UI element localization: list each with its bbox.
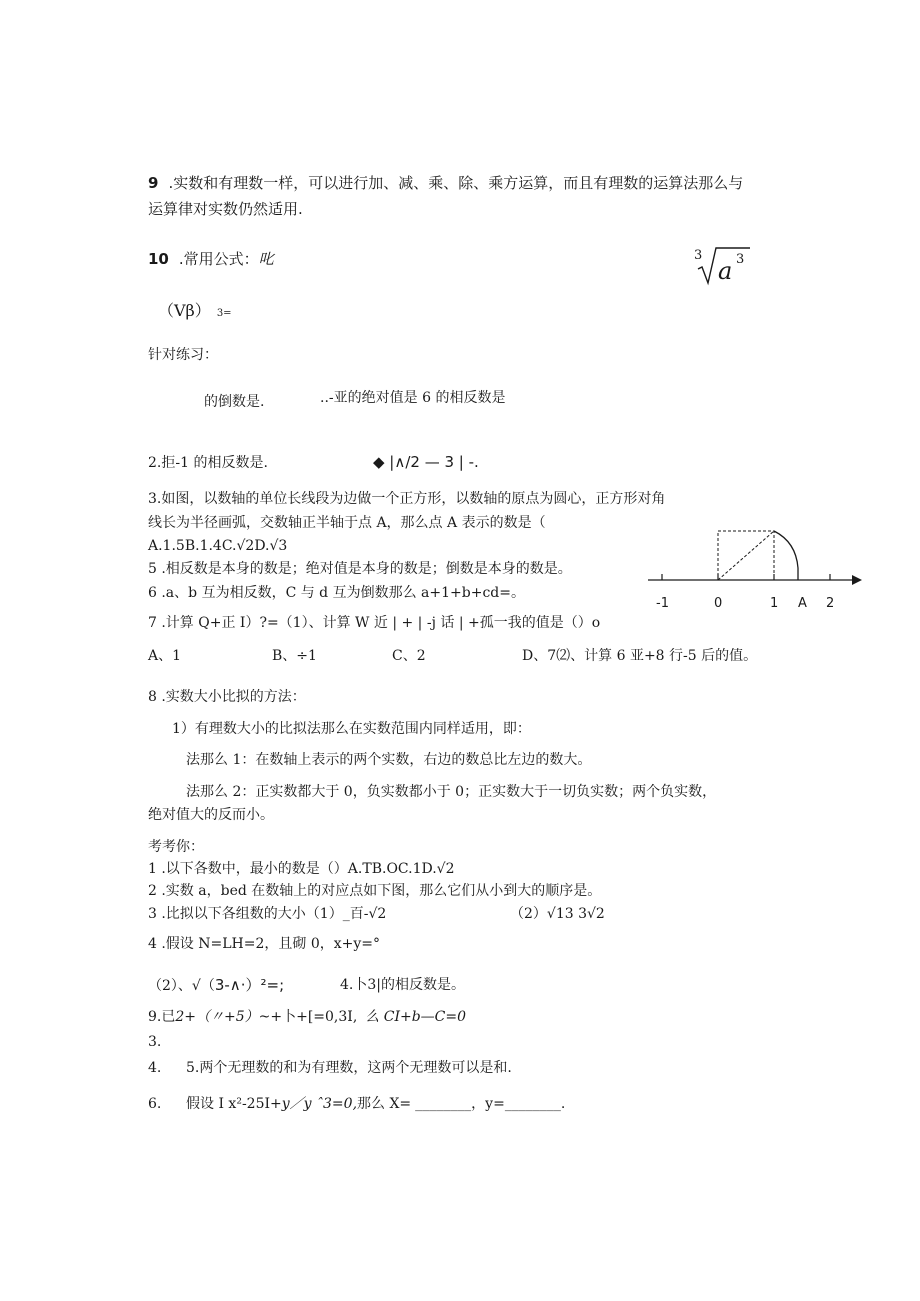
- item-8-line-2: 法那么 1：在数轴上表示的两个实数，右边的数总比左边的数大。: [186, 752, 592, 768]
- formula-vb-sup: 3=: [216, 308, 232, 319]
- label-minus-1: -1: [656, 596, 669, 611]
- q7-option-a: A、1: [148, 648, 182, 664]
- test-q4b-mid: 3-∧·）: [214, 976, 261, 994]
- number-line-figure: [644, 524, 866, 616]
- radicand-base: a: [718, 257, 733, 285]
- item-10-number: 10: [148, 250, 169, 268]
- test-q3a: 3 .比拟以下各组数的大小（1）_百-√2: [148, 906, 387, 922]
- item-9-line-2: 运算律对实数仍然适用.: [148, 200, 303, 218]
- practice-q3-options: A.1.5B.1.4C.√2D.√3: [148, 538, 288, 554]
- item-10-text: .常用公式：: [178, 250, 259, 268]
- test-q6c: 那么 X=: [357, 1096, 412, 1112]
- radicand-exponent: 3: [736, 252, 745, 267]
- test-q6b: y／y ˆ3=0,: [281, 1096, 358, 1112]
- practice-heading: 针对练习：: [148, 347, 218, 363]
- test-q9a: 9.已: [148, 1009, 176, 1025]
- label-2: 2: [826, 596, 835, 611]
- test-q4b-post: ²=;: [260, 976, 285, 994]
- test-q4b-pre: （2）、√（: [148, 978, 215, 994]
- formula-vb-main: （Vβ）: [158, 301, 211, 320]
- practice-q5: 5 .相反数是本身的数是；绝对值是本身的数是；倒数是本身的数是。: [148, 561, 572, 577]
- item-9-line-1: [148, 174, 743, 192]
- label-a: A: [798, 596, 807, 611]
- arc: [774, 531, 798, 580]
- item-8-line-1: 1）有理数大小的比拟法那么在实数范围内同样适用，即：: [172, 721, 531, 737]
- item-10-garble: 叱: [258, 250, 274, 268]
- test-q4c: 4.卜3|的相反数是。: [340, 977, 465, 993]
- practice-q1: 的倒数是.: [204, 394, 265, 410]
- q7-option-d: D、7⑵、计算 6 亚+8 行-5 后的值。: [522, 648, 758, 664]
- test-q9d: 么 CI+b—C=0: [365, 1009, 467, 1025]
- test-heading: 考考你：: [148, 839, 204, 855]
- test-q1: 1 .以下各数中，最小的数是（）A.TB.OC.1D.√2: [148, 861, 455, 877]
- practice-q3-line-1: 3.如图，以数轴的单位长线段为边做一个正方形，以数轴的原点为圆心，正方形对角: [148, 491, 666, 507]
- test-q6: [186, 1095, 565, 1113]
- cube-root-formula: [692, 243, 752, 287]
- item-9-text: .实数和有理数一样，可以进行加、减、乘、除、乘方运算，而且有理数的运算法那么与: [168, 174, 744, 192]
- test-q9c: ~+卜+[=0,3I,: [258, 1009, 358, 1025]
- test-q2: 2 .实数 a，bed 在数轴上的对应点如下图，那么它们从小到大的顺序是。: [148, 883, 602, 899]
- item-8-line-4: 绝对值大的反而小。: [148, 807, 274, 823]
- label-1: 1: [770, 596, 779, 611]
- test-q4: 4 .假设 N=LH=2，且砌 0，x+y=°: [148, 936, 381, 952]
- test-q5-text: 5.两个无理数的和为有理数，这两个无理数可以是和.: [186, 1060, 512, 1076]
- axis-arrow-icon: [852, 575, 862, 585]
- test-q6-number: 6.: [148, 1096, 162, 1112]
- practice-q7: 7 .计算 Q+正 I）?=（1）、计算 W 近 | + | -j 话 | +孤一我的值是（）o: [148, 615, 601, 631]
- test-q9: [148, 1008, 466, 1026]
- q7-option-c: C、2: [392, 648, 426, 664]
- practice-q1b: ..-亚的绝对值是 6 的相反数是: [320, 390, 506, 406]
- item-8-title: 8 .实数大小比拟的方法：: [148, 689, 306, 705]
- formula-vb: [158, 302, 232, 323]
- root-index: 3: [694, 248, 703, 263]
- test-q3b: （2）√13 3√2: [510, 906, 605, 922]
- label-0: 0: [714, 596, 723, 611]
- practice-q2: 2.拒-1 的相反数是.: [148, 455, 268, 471]
- practice-q6: 6 .a、b 互为相反数，C 与 d 互为倒数那么 a+1+b+cd=。: [148, 585, 525, 601]
- item-9-number: 9: [148, 174, 159, 192]
- test-q6a: 假设 I x²-25I+: [186, 1096, 282, 1112]
- answer-blank-x: ________，y=: [415, 1096, 505, 1112]
- diagonal: [718, 531, 774, 580]
- item-8-line-3: 法那么 2：正实数都大于 0，负实数都小于 0；正实数大于一切负实数；两个负实数，: [186, 784, 717, 800]
- test-q3-empty: 3.: [148, 1034, 162, 1050]
- test-q9b: 2+（〃+5）: [175, 1009, 259, 1025]
- practice-q2b: ◆ |∧/2 — 3 | -.: [373, 453, 479, 471]
- answer-blank-y: ________.: [504, 1096, 566, 1112]
- test-q4-number: 4.: [148, 1060, 162, 1076]
- practice-q3-line-2: 线长为半径画弧，交数轴正半轴于点 A，那么点 A 表示的数是（: [148, 515, 546, 531]
- q7-option-b: B、÷1: [272, 648, 317, 664]
- test-q4b: [148, 976, 284, 995]
- item-10-line: [148, 250, 274, 268]
